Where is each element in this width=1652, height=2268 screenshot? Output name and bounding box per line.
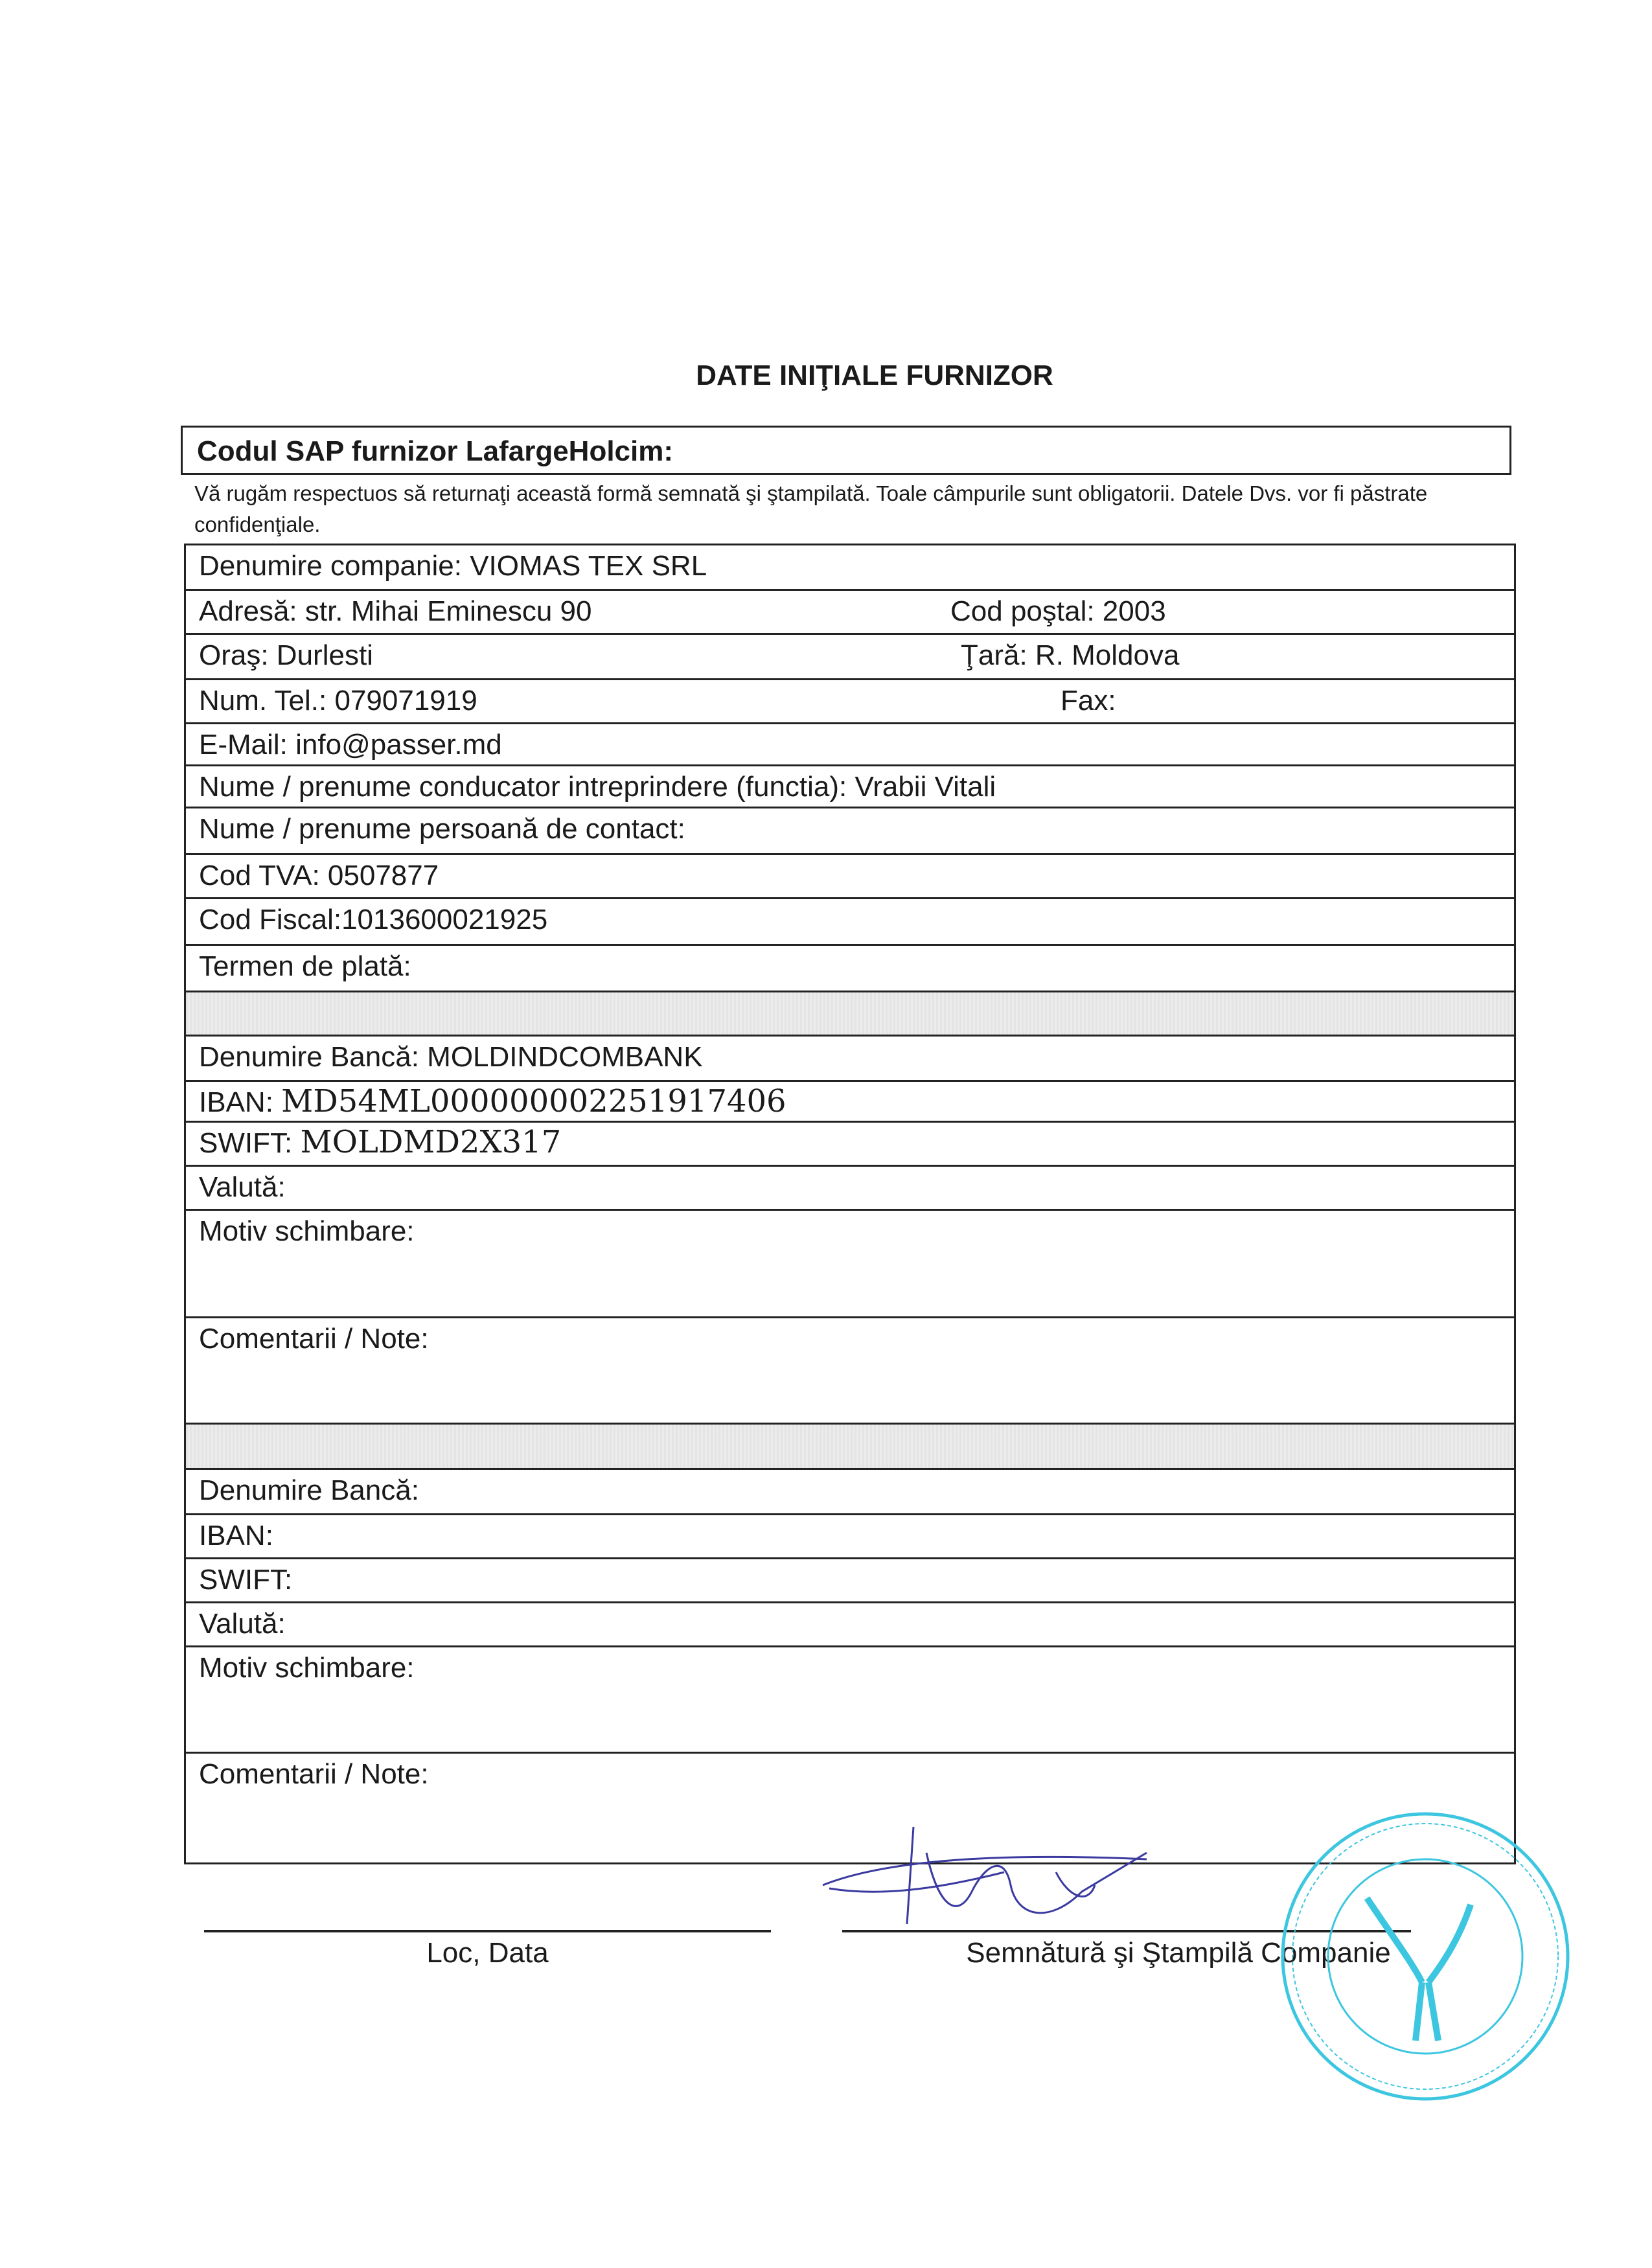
fiscal-row[interactable] xyxy=(186,899,1514,946)
phone: Num. Tel.: 079071919 xyxy=(199,685,477,716)
bank2-iban: IBAN: xyxy=(199,1520,273,1552)
address-row[interactable] xyxy=(186,591,1514,635)
fiscal-code: Cod Fiscal:1013600021925 xyxy=(199,904,548,935)
director-row[interactable] xyxy=(186,766,1514,808)
bank2-currency: Valută: xyxy=(199,1608,286,1640)
contact-person: Nume / prenume persoană de contact: xyxy=(199,813,685,845)
bank1-name-row[interactable] xyxy=(186,1037,1514,1082)
bank1-iban-row[interactable] xyxy=(186,1082,1514,1123)
bank1-name: Denumire Bancă: MOLDINDCOMBANK xyxy=(199,1041,703,1073)
bank1-iban-label: IBAN: xyxy=(199,1086,273,1118)
company-stamp xyxy=(1276,1807,1574,2105)
city: Oraş: Durlesti xyxy=(199,639,373,671)
bank2-swift: SWIFT: xyxy=(199,1564,293,1596)
bank1-swift-row[interactable] xyxy=(186,1123,1514,1167)
bank2-currency-row[interactable] xyxy=(186,1603,1514,1647)
bank1-iban-value: MD54ML000000002251917406 xyxy=(281,1083,786,1119)
bank2-reason-row[interactable] xyxy=(186,1647,1514,1754)
company-name: Denumire companie: VIOMAS TEX SRL xyxy=(199,550,707,582)
bank1-comments: Comentarii / Note: xyxy=(199,1323,429,1355)
section-divider xyxy=(186,992,1514,1037)
place-date-line[interactable] xyxy=(204,1930,771,1932)
fax: Fax: xyxy=(1061,685,1116,716)
payment-term-row[interactable] xyxy=(186,946,1514,992)
city-row[interactable] xyxy=(186,635,1514,680)
signature-label: Semnătură şi Ştampilă Companie xyxy=(966,1937,1391,1969)
place-date-label: Loc, Data xyxy=(426,1937,549,1969)
bank1-currency-row[interactable] xyxy=(186,1167,1514,1211)
vat-row[interactable] xyxy=(186,855,1514,899)
stamp-outer-ring xyxy=(1283,1814,1568,2099)
signature-stroke xyxy=(823,1827,1147,1924)
phone-row[interactable] xyxy=(186,680,1514,724)
bank1-comments-row[interactable] xyxy=(186,1318,1514,1425)
address: Adresă: str. Mihai Eminescu 90 xyxy=(199,595,592,627)
bank1-swift-label: SWIFT: xyxy=(199,1127,293,1159)
stamp-middle-ring xyxy=(1292,1824,1558,2089)
bank2-swift-row[interactable] xyxy=(186,1559,1514,1603)
contact-row[interactable] xyxy=(186,808,1514,855)
bank2-reason: Motiv schimbare: xyxy=(199,1652,415,1684)
page-title: DATE INIŢIALE FURNIZOR xyxy=(696,360,1053,391)
sap-code-field[interactable]: Codul SAP furnizor LafargeHolcim: xyxy=(181,426,1511,475)
bank2-comments: Comentarii / Note: xyxy=(199,1758,429,1790)
handwritten-signature xyxy=(810,1814,1199,1943)
notice-text: Vă rugăm respectuos să returnaţi această formă semnată şi ştampilată. Toale câmpurile sunt obligatorii. Datele Dvs. vor fi păstrate confidenţiale. xyxy=(194,481,1428,536)
supplier-table xyxy=(184,544,1516,1864)
bank1-reason: Motiv schimbare: xyxy=(199,1215,415,1247)
bank2-name-row[interactable] xyxy=(186,1470,1514,1515)
stamp-inner-ring xyxy=(1328,1859,1522,2054)
bank1-currency: Valută: xyxy=(199,1171,286,1203)
email-row[interactable] xyxy=(186,724,1514,766)
vat-code: Cod TVA: 0507877 xyxy=(199,860,439,891)
email: E-Mail: info@passer.md xyxy=(199,729,502,761)
company-name-row[interactable] xyxy=(186,545,1514,591)
bank2-name: Denumire Bancă: xyxy=(199,1474,419,1506)
country: Ţară: R. Moldova xyxy=(961,639,1180,671)
payment-term: Termen de plată: xyxy=(199,950,411,982)
bank1-swift-value: MOLDMD2X317 xyxy=(300,1124,562,1160)
stamp-bird-emblem xyxy=(1367,1898,1471,2041)
bank2-iban-row[interactable] xyxy=(186,1515,1514,1559)
section-divider xyxy=(186,1425,1514,1470)
director: Nume / prenume conducator intreprindere (functia): Vrabii Vitali xyxy=(199,771,996,803)
postal-code: Cod poştal: 2003 xyxy=(950,595,1166,627)
bank1-reason-row[interactable] xyxy=(186,1211,1514,1318)
